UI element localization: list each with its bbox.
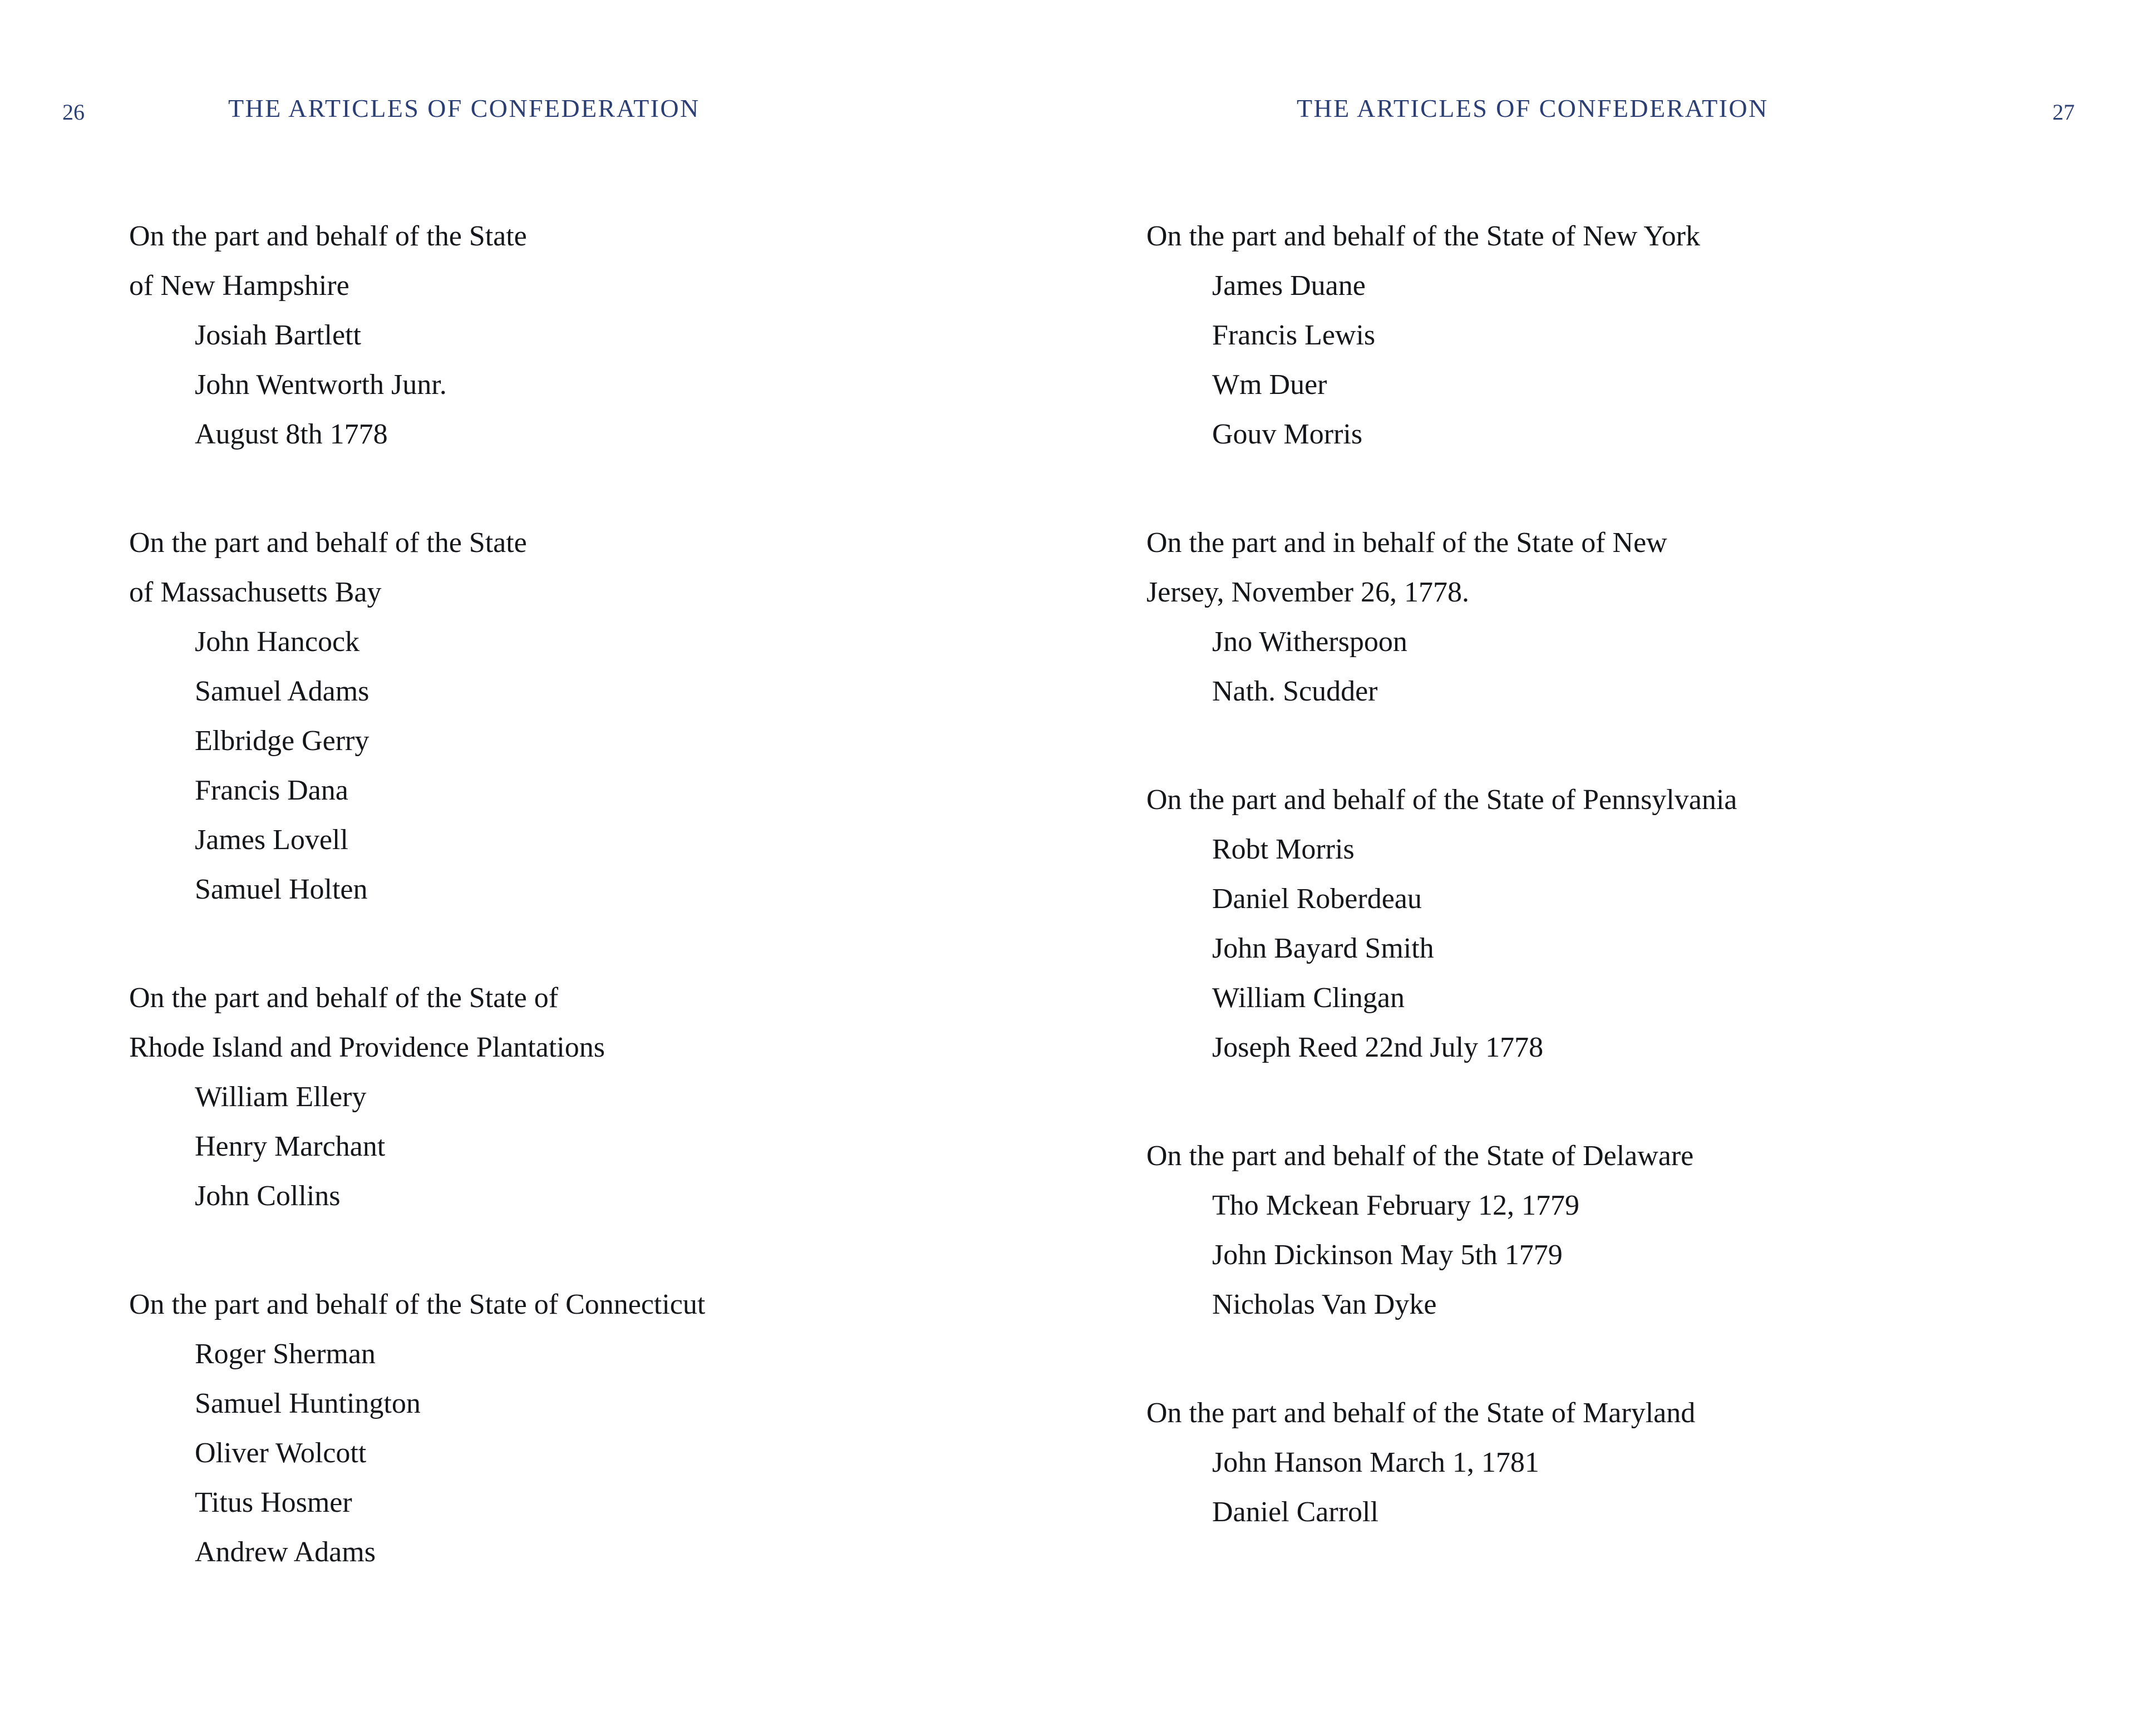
page-number-left: 26 xyxy=(62,100,85,125)
signature-block xyxy=(1146,1131,2008,1329)
signer-name: John Dickinson May 5th 1779 xyxy=(1212,1239,1563,1271)
page-left xyxy=(0,0,1068,1736)
state-lead-line: Jersey, November 26, 1778. xyxy=(1146,576,1470,608)
signer-name: Francis Dana xyxy=(195,775,348,806)
state-lead-line: On the part and behalf of the State xyxy=(129,220,527,252)
signer-name: John Hancock xyxy=(195,626,360,658)
state-lead-line: On the part and behalf of the State of New York xyxy=(1146,220,1700,252)
signature-block xyxy=(1146,518,2008,716)
signer-name: August 8th 1778 xyxy=(195,418,388,450)
signer-name: James Duane xyxy=(1212,270,1366,302)
state-lead-line: Rhode Island and Providence Plantations xyxy=(129,1032,605,1063)
signature-block xyxy=(129,973,991,1221)
signer-name: John Hanson March 1, 1781 xyxy=(1212,1447,1539,1478)
page-number-right: 27 xyxy=(2052,100,2075,125)
signer-name: Francis Lewis xyxy=(1212,319,1376,351)
signer-name: William Clingan xyxy=(1212,982,1405,1014)
signer-name: James Lovell xyxy=(195,824,348,856)
state-lead-line: of Massachusetts Bay xyxy=(129,576,382,608)
signer-name: John Wentworth Junr. xyxy=(195,369,447,401)
signer-name: Jno Witherspoon xyxy=(1212,626,1407,658)
signer-name: Robt Morris xyxy=(1212,834,1355,865)
running-head-right: THE ARTICLES OF CONFEDERATION xyxy=(1297,94,1769,122)
page-right xyxy=(1068,0,2137,1736)
page-body-right xyxy=(1068,211,2137,1537)
state-lead-line: On the part and behalf of the State xyxy=(129,527,527,559)
signer-name: Andrew Adams xyxy=(195,1536,376,1568)
signer-name: Wm Duer xyxy=(1212,369,1327,401)
signer-name: Daniel Roberdeau xyxy=(1212,883,1422,915)
state-lead-line: of New Hampshire xyxy=(129,270,349,302)
signer-name: John Collins xyxy=(195,1180,341,1212)
state-lead-line: On the part and behalf of the State of Delaware xyxy=(1146,1140,1694,1172)
signature-block xyxy=(129,1280,991,1577)
signer-name: John Bayard Smith xyxy=(1212,933,1434,964)
signer-name: Samuel Adams xyxy=(195,675,370,707)
signer-name: Tho Mckean February 12, 1779 xyxy=(1212,1190,1579,1221)
running-head-left: THE ARTICLES OF CONFEDERATION xyxy=(228,94,700,122)
state-lead-line: On the part and behalf of the State of Pennsylvania xyxy=(1146,784,1737,816)
signer-name: Elbridge Gerry xyxy=(195,725,370,757)
signer-name: Samuel Holten xyxy=(195,874,368,905)
signer-name: Nath. Scudder xyxy=(1212,675,1378,707)
signer-name: Henry Marchant xyxy=(195,1131,386,1162)
signer-name: Joseph Reed 22nd July 1778 xyxy=(1212,1032,1544,1063)
signer-name: William Ellery xyxy=(195,1081,367,1113)
signer-name: Roger Sherman xyxy=(195,1338,376,1370)
signer-name: Titus Hosmer xyxy=(195,1487,352,1518)
signer-name: Gouv Morris xyxy=(1212,418,1363,450)
signature-block xyxy=(129,518,991,914)
signature-block xyxy=(1146,1388,2008,1537)
state-lead-line: On the part and behalf of the State of Connecticut xyxy=(129,1289,706,1320)
state-lead-line: On the part and in behalf of the State of New xyxy=(1146,527,1667,559)
signer-name: Samuel Huntington xyxy=(195,1388,421,1419)
state-lead-line: On the part and behalf of the State of Maryland xyxy=(1146,1397,1696,1429)
signature-block xyxy=(129,211,991,459)
signature-block xyxy=(1146,211,2008,459)
page-body-left xyxy=(0,211,1068,1577)
signer-name: Daniel Carroll xyxy=(1212,1496,1378,1528)
state-lead-line: On the part and behalf of the State of xyxy=(129,982,559,1014)
signature-block xyxy=(1146,775,2008,1072)
signer-name: Oliver Wolcott xyxy=(195,1437,367,1469)
signer-name: Josiah Bartlett xyxy=(195,319,361,351)
signer-name: Nicholas Van Dyke xyxy=(1212,1289,1437,1320)
